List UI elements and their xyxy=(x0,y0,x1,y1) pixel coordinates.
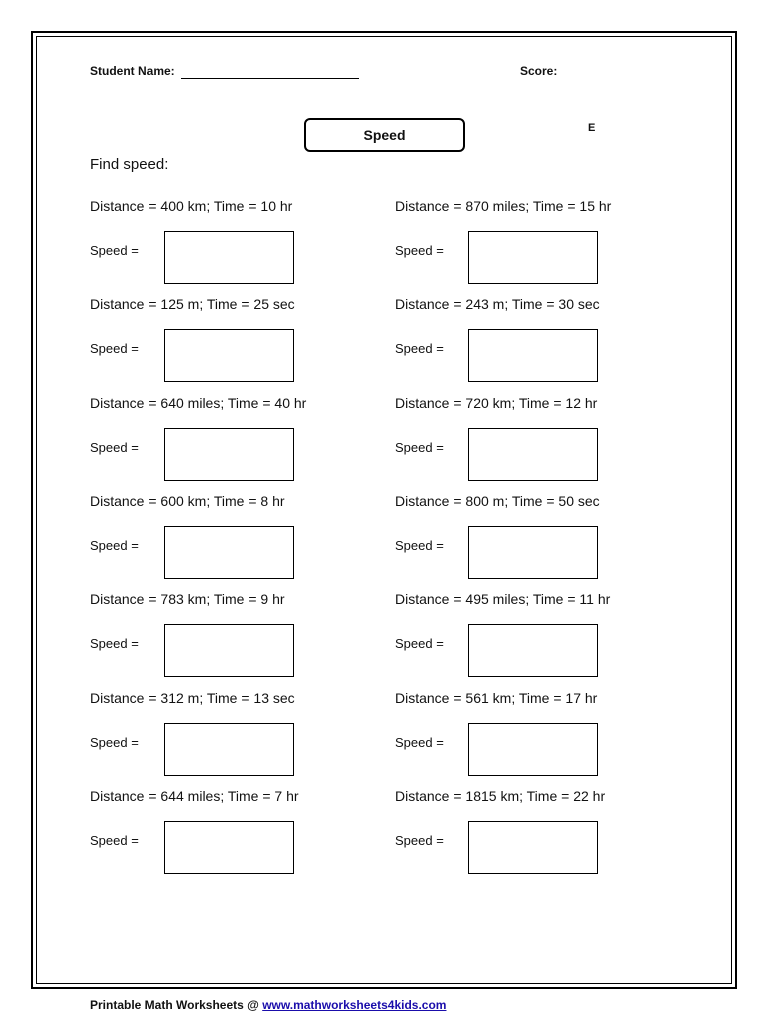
problem-text: Distance = 125 m; Time = 25 sec xyxy=(90,296,295,313)
problem-text: Distance = 800 m; Time = 50 sec xyxy=(395,492,600,509)
student-name-label: Student Name: xyxy=(90,64,175,78)
score-label: Score: xyxy=(520,64,558,78)
speed-label: Speed = xyxy=(395,439,444,455)
answer-box[interactable] xyxy=(468,723,598,776)
speed-label: Speed = xyxy=(90,341,139,357)
speed-label: Speed = xyxy=(395,537,444,553)
footer-link[interactable]: www.mathworksheets4kids.com xyxy=(262,998,447,1012)
answer-box[interactable] xyxy=(468,624,598,677)
speed-label: Speed = xyxy=(90,734,139,750)
speed-label: Speed = xyxy=(90,243,139,258)
worksheet-variant: E xyxy=(588,122,596,134)
problem-text: Distance = 561 km; Time = 17 hr xyxy=(395,689,598,706)
problem-text: Distance = 783 km; Time = 9 hr xyxy=(90,591,285,608)
speed-label: Speed = xyxy=(395,734,444,750)
answer-box[interactable] xyxy=(468,821,598,874)
problem-text: Distance = 312 m; Time = 13 sec xyxy=(90,689,295,706)
speed-label: Speed = xyxy=(90,636,139,652)
problem-text: Distance = 243 m; Time = 30 sec xyxy=(395,296,600,313)
instruction: Find speed: xyxy=(90,156,169,173)
answer-box[interactable] xyxy=(468,231,598,284)
answer-box[interactable] xyxy=(468,526,598,579)
answer-box[interactable] xyxy=(164,624,294,677)
answer-box[interactable] xyxy=(164,428,294,481)
speed-label: Speed = xyxy=(395,341,444,357)
answer-box[interactable] xyxy=(164,723,294,776)
footer xyxy=(90,998,446,1012)
answer-box[interactable] xyxy=(164,526,294,579)
problem-text: Distance = 720 km; Time = 12 hr xyxy=(395,394,598,411)
problem-text: Distance = 1815 km; Time = 22 hr xyxy=(395,787,606,804)
answer-box[interactable] xyxy=(468,329,598,382)
problem-text: Distance = 640 miles; Time = 40 hr xyxy=(90,394,307,411)
speed-label: Speed = xyxy=(90,832,139,848)
problem-text: Distance = 495 miles; Time = 11 hr xyxy=(395,591,611,608)
worksheet-title: Speed xyxy=(304,118,465,152)
problem-text: Distance = 644 miles; Time = 7 hr xyxy=(90,787,299,804)
problem-text: Distance = 400 km; Time = 10 hr xyxy=(90,198,293,214)
answer-box[interactable] xyxy=(164,329,294,382)
answer-box[interactable] xyxy=(164,821,294,874)
problem-text: Distance = 600 km; Time = 8 hr xyxy=(90,492,285,509)
page-border-inner xyxy=(36,36,732,984)
speed-label: Speed = xyxy=(90,439,139,455)
student-name-line[interactable] xyxy=(181,78,359,79)
answer-box[interactable] xyxy=(164,231,294,284)
problem-text: Distance = 870 miles; Time = 15 hr xyxy=(395,198,612,214)
answer-box[interactable] xyxy=(468,428,598,481)
speed-label: Speed = xyxy=(395,832,444,848)
speed-label: Speed = xyxy=(395,243,444,258)
speed-label: Speed = xyxy=(395,636,444,652)
speed-label: Speed = xyxy=(90,537,139,553)
footer-text: Printable Math Worksheets @ xyxy=(90,998,263,1012)
